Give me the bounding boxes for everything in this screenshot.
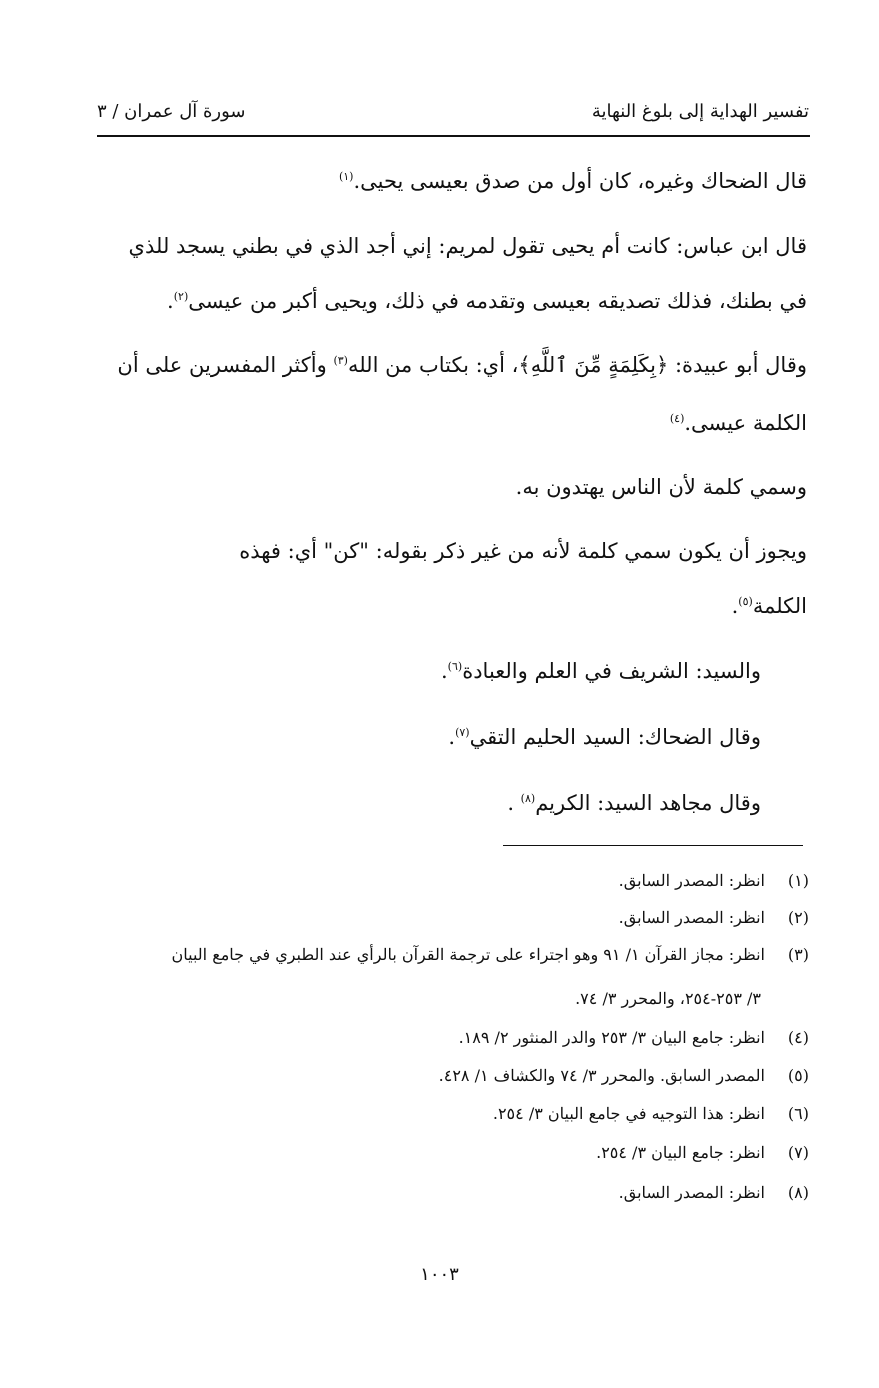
punctuation: . <box>731 594 739 618</box>
footnote-text: انظر: المصدر السابق. <box>618 1183 765 1202</box>
paragraph-5-line-1 <box>97 520 807 582</box>
paragraph-2-line-1 <box>97 215 807 277</box>
paragraph-text: والسيد: الشريف في العلم والعبادة <box>462 659 761 683</box>
footnote-number: (١) <box>787 871 809 890</box>
footnote-number: (٥) <box>787 1066 809 1085</box>
footnote-1 <box>89 863 809 898</box>
footnote-text: انظر: جامع البيان ٣/ ٢٥٣ والدر المنثور ٢/ ١٨٩. <box>458 1028 765 1047</box>
footnote-text: انظر: مجاز القرآن ١/ ٩١ وهو اجتراء على ترجمة القرآن بالرأي عند الطبري في جامع البيان <box>171 945 765 964</box>
footnote-5 <box>89 1058 809 1093</box>
footnote-text: المصدر السابق. والمحرر ٣/ ٧٤ والكشاف ١/ ٤٢٨. <box>438 1066 765 1085</box>
footnote-number: (٤) <box>787 1028 809 1047</box>
footnote-ref: (١) <box>338 170 354 183</box>
running-header-book-title: تفسير الهداية إلى بلوغ النهاية <box>591 101 809 122</box>
footnote-number: (٧) <box>787 1143 809 1162</box>
paragraph-text: الكلمة عيسى. <box>684 411 807 435</box>
paragraph-5-line-2 <box>97 575 807 637</box>
running-header-surah: سورة آل عمران / ٣ <box>97 101 246 122</box>
paragraph-text: وقال الضحاك: السيد الحليم التقي <box>469 725 761 749</box>
footnote-text: انظر: المصدر السابق. <box>618 871 765 890</box>
punctuation: . <box>448 725 456 749</box>
punctuation: . <box>167 289 174 313</box>
paragraph-text: وسمي كلمة لأن الناس يهتدون به. <box>515 475 807 499</box>
footnote-number: (٢) <box>787 908 809 927</box>
paragraph-text: وقال مجاهد السيد: الكريم <box>535 791 761 815</box>
page-number: ١٠٠٣ <box>420 1264 459 1285</box>
footnote-8 <box>89 1175 809 1210</box>
footnote-number: (٦) <box>787 1104 809 1123</box>
footnote-2 <box>89 900 809 935</box>
paragraph-text: قال ابن عباس: كانت أم يحيى تقول لمريم: إني أجد الذي في بطني يسجد للذي <box>128 234 807 258</box>
punctuation: . <box>507 791 521 815</box>
footnote-4 <box>89 1020 809 1055</box>
paragraph-4 <box>97 456 807 518</box>
header-divider <box>97 135 810 137</box>
paragraph-text: ويجوز أن يكون سمي كلمة لأنه من غير ذكر بقوله: "كن" أي: فهذه <box>239 539 807 563</box>
paragraph-text: في بطنك، فذلك تصديقه بعيسى وتقدمه في ذلك، ويحيى أكبر من عيسى <box>188 289 807 313</box>
paragraph-1 <box>97 150 807 212</box>
paragraph-7 <box>101 706 761 768</box>
footnote-6 <box>89 1096 809 1131</box>
paragraph-text: وأكثر المفسرين على أن <box>117 353 327 377</box>
footnote-ref: (٥) <box>738 595 753 608</box>
footnote-ref: (٨) <box>520 792 536 805</box>
footnote-3-continuation: ٣/ ٢٥٣-٢٥٤، والمحرر ٣/ ٧٤. <box>575 989 761 1008</box>
footnote-ref: (٢) <box>173 290 189 303</box>
footnote-number: (٣) <box>787 945 809 964</box>
paragraph-3-line-1 <box>97 334 807 396</box>
footnote-3 <box>89 937 809 972</box>
paragraph-6 <box>101 640 761 702</box>
footnote-text: انظر: المصدر السابق. <box>618 908 765 927</box>
footnote-text: انظر: هذا التوجيه في جامع البيان ٣/ ٢٥٤. <box>492 1104 765 1123</box>
footnote-ref: (٣) <box>333 354 348 367</box>
punctuation: . <box>440 659 448 683</box>
footnote-number: (٨) <box>787 1183 809 1202</box>
footnote-ref: (٧) <box>455 726 470 739</box>
paragraph-3-line-2 <box>97 392 807 454</box>
paragraph-8 <box>101 772 761 834</box>
paragraph-text: قال الضحاك وغيره، كان أول من صدق بعيسى يحيى. <box>353 169 807 193</box>
paragraph-text: وقال أبو عبيدة: ﴿بِكَلِمَةٍ مِّنَ ٱللَّهِ﴾، أي: بكتاب من الله <box>347 353 807 377</box>
paragraph-2-line-2 <box>97 270 807 332</box>
footnote-ref: (٦) <box>447 660 463 673</box>
paragraph-text: الكلمة <box>752 594 807 618</box>
footnote-text: انظر: جامع البيان ٣/ ٢٥٤. <box>596 1143 765 1162</box>
footnote-ref: (٤) <box>669 412 685 425</box>
footnote-7 <box>89 1135 809 1170</box>
footnote-divider <box>503 845 803 846</box>
